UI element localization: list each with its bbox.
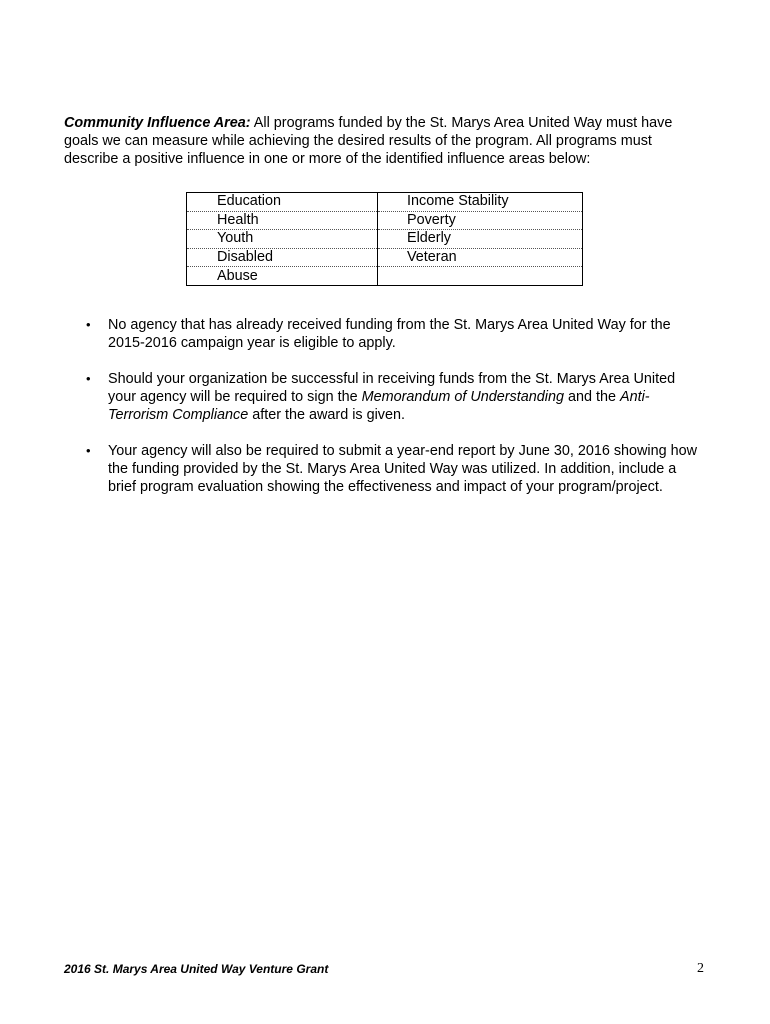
table-cell bbox=[378, 267, 583, 286]
table-cell: Veteran bbox=[378, 248, 583, 267]
intro-text: All programs funded by the St. Marys Area United Way must have goals we can measure while achieving the desired results of the program. All programs must describe a positive influence in one or more of the identified influence areas below: bbox=[64, 115, 673, 168]
table-cell: Disabled bbox=[187, 248, 378, 267]
table-cell: Income Stability bbox=[378, 193, 583, 212]
anti-terrorism-title: Anti-Terrorism Compliance bbox=[108, 389, 650, 423]
table-row bbox=[187, 211, 583, 230]
bullet-marker: • bbox=[86, 317, 91, 332]
bullet-text: No agency that has already received funding from the St. Marys Area United Way for the 2015-2016 campaign year is eligible to apply. bbox=[108, 317, 671, 351]
bullet-text: Your agency will also be required to submit a year-end report by June 30, 2016 showing how the funding provided by the St. Marys Area United Way was utilized. In addition, include a brief program evaluation showing the effectiveness and impact of your program/project. bbox=[108, 443, 698, 495]
table-row bbox=[187, 193, 583, 212]
list-item bbox=[86, 442, 706, 496]
list-item bbox=[86, 316, 706, 352]
page-number: 2 bbox=[697, 961, 704, 976]
table-row bbox=[187, 248, 583, 267]
table-row bbox=[187, 267, 583, 286]
intro-paragraph bbox=[64, 114, 704, 168]
influence-areas-table bbox=[186, 192, 583, 286]
requirements-list bbox=[86, 316, 706, 496]
bullet-text: Should your organization be successful in receiving funds from the St. Marys Area United your agency will be required to sign the bbox=[108, 371, 676, 405]
intro-lead: Community Influence Area: bbox=[64, 115, 251, 132]
table-cell: Abuse bbox=[187, 267, 378, 286]
table-cell: Health bbox=[187, 211, 378, 230]
bullet-text: and the bbox=[563, 389, 620, 405]
bullet-marker: • bbox=[86, 443, 91, 458]
memorandum-title: Memorandum of Understanding bbox=[361, 389, 564, 405]
bullet-text: after the award is given. bbox=[248, 407, 405, 423]
list-item bbox=[86, 370, 706, 424]
table-cell: Poverty bbox=[378, 211, 583, 230]
bullet-marker: • bbox=[86, 371, 91, 386]
footer-title: 2016 St. Marys Area United Way Venture Grant bbox=[64, 962, 329, 976]
table-row bbox=[187, 230, 583, 249]
table-cell: Youth bbox=[187, 230, 378, 249]
table-cell: Education bbox=[187, 193, 378, 212]
table-cell: Elderly bbox=[378, 230, 583, 249]
